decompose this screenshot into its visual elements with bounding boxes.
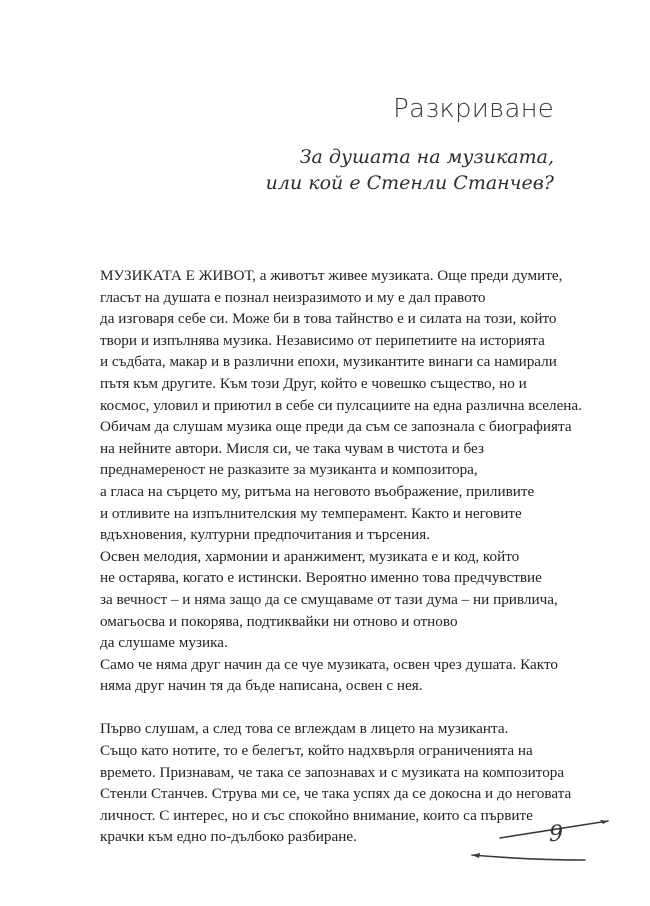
text-line: Обичам да слушам музика още преди да съм се запознала с биографията (100, 418, 572, 436)
subtitle-line: За душата на музиката, (299, 146, 554, 168)
text-line: на нейните автори. Мисля си, че така чувам в чистота и без (100, 439, 484, 457)
double-arrow-flourish-icon (470, 808, 610, 868)
text-line: твори и изпълнява музика. Независимо от перипетиите на историята (100, 331, 545, 349)
text-line: преднамереност не разказите за музиканта и композитора, (100, 461, 478, 479)
text-line: Също като нотите, то е белегът, който надхвърля ограниченията на (100, 742, 533, 760)
paragraph-gap (100, 697, 570, 719)
text-line: пътя към другите. Към този Друг, който е човешко същество, но и (100, 374, 527, 392)
text-line: вдъхновения, културни предпочитания и търсения. (100, 526, 431, 544)
page-number: 9 (549, 822, 563, 847)
text-line: космос, уловил и приютил в себе си пулсациите на една различна вселена. (100, 396, 582, 414)
text-line: Освен мелодия, хармонии и аранжимент, музиката е и код, който (100, 547, 520, 565)
text-line: МУЗИКАТА Е ЖИВОТ, а животът живее музиката. Още преди думите, (100, 267, 563, 284)
text-line: и отливите на изпълнителския му темперамент. Както и неговите (100, 504, 522, 522)
text-line: крачки към едно по-дълбоко разбиране. (100, 828, 357, 846)
text-line: няма друг начин тя да бъде написана, освен с нея. (100, 677, 423, 695)
text-line: личност. С интерес, но и със спокойно внимание, които са първите (100, 806, 533, 824)
text-line: да изговаря себе си. Може би в това тайнство е и силата на този, който (100, 310, 557, 328)
text-line: гласът на душата е познал неизразимото и му е дал правото (100, 288, 486, 306)
text-line: омагьосва и покорява, подтиквайки ни отново и отново (100, 612, 458, 630)
text-line: да слушаме музика. (100, 634, 228, 652)
text-line: за вечност – и няма защо да се смущаваме от тази дума – ни привлича, (100, 590, 558, 608)
text-line: Само че няма друг начин да се чуе музиката, освен чрез душата. Както (100, 655, 558, 673)
text-line: не остарява, когато е истински. Вероятно именно това предчувствие (100, 569, 542, 587)
chapter-subtitle (266, 144, 554, 196)
text-line: и съдбата, макар и в различни епохи, музикантите винаги са намирали (100, 353, 557, 371)
paragraph-1 (100, 265, 582, 697)
subtitle-line: или кой е Стенли Станчев? (265, 172, 554, 194)
text-line: Първо слушам, а след това се вглеждам в лицето на музиканта. (100, 720, 509, 738)
body-text (100, 265, 582, 848)
text-line: Стенли Станчев. Струва ми се, че така успях да се докосна и до неговата (100, 785, 572, 803)
text-line: а гласа на сърцето му, ритъма на неговото въображение, приливите (100, 482, 535, 500)
chapter-title: Разкриване (393, 94, 554, 124)
text-line: времето. Признавам, че така се запознавах и с музиката на композитора (100, 763, 565, 781)
